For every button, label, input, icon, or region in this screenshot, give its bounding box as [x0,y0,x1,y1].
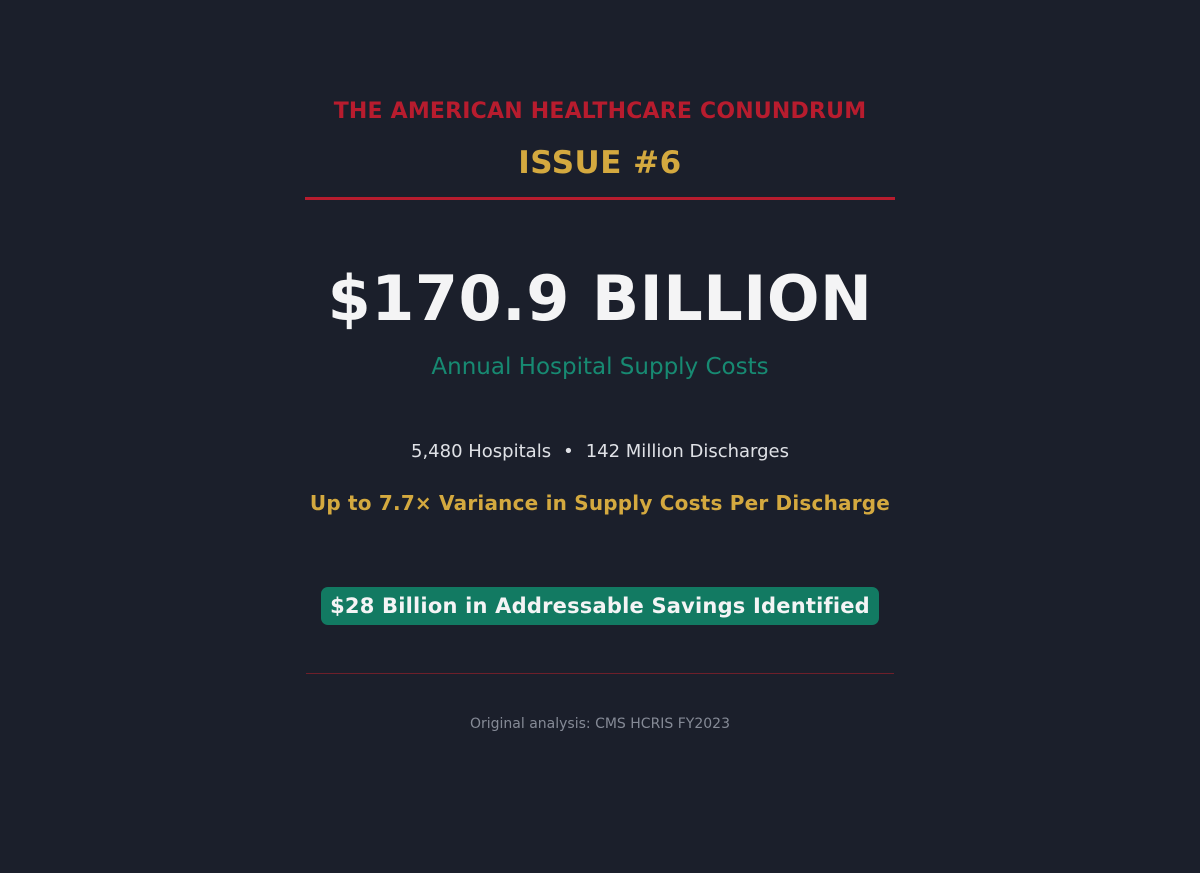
bullet-separator: • [563,441,574,462]
savings-badge-container [0,587,1200,625]
headline-figure: $170.9 BILLION [327,262,873,335]
source-note: Original analysis: CMS HCRIS FY2023 [469,716,730,732]
headline-subtitle: Annual Hospital Supply Costs [431,354,769,380]
variance-callout: Up to 7.7× Variance in Supply Costs Per Discharge [309,491,891,515]
savings-badge: $28 Billion in Addressable Savings Identified [321,587,879,625]
hospitals-stat: 5,480 Hospitals [411,441,552,462]
stats-line [0,440,1200,464]
discharges-stat: 142 Million Discharges [585,441,789,462]
series-title: THE AMERICAN HEALTHCARE CONUNDRUM [333,99,867,124]
top-divider [305,197,895,200]
bottom-divider [306,673,894,674]
issue-number: ISSUE #6 [518,145,682,181]
